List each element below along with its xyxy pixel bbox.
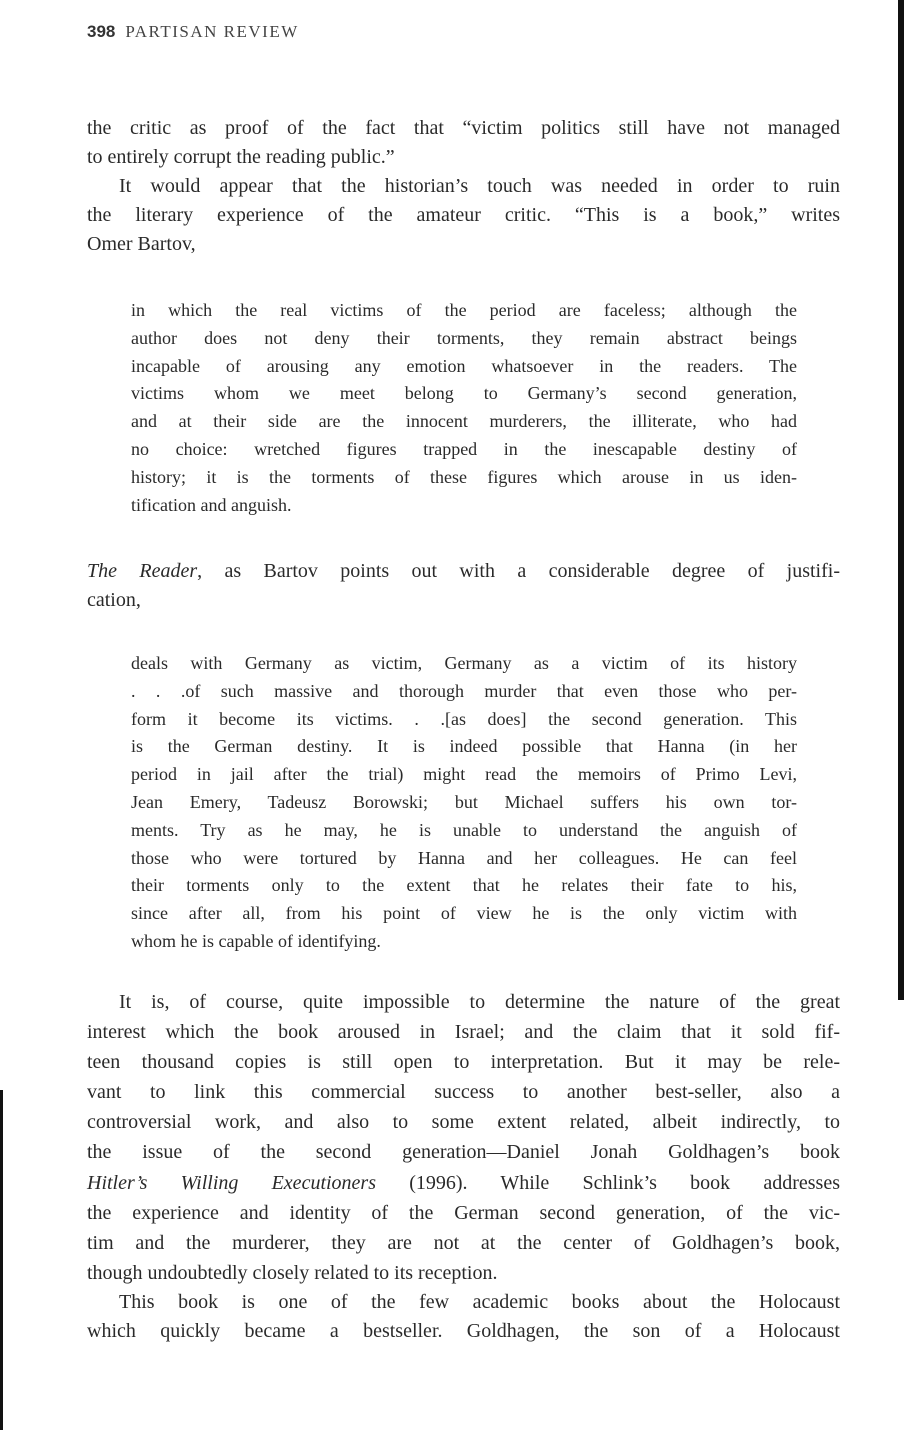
italic-title: The Reader bbox=[87, 560, 198, 582]
text-line: is the German destiny. It is indeed possible that Hanna (in her bbox=[131, 736, 797, 757]
text-line bbox=[87, 1168, 840, 1198]
text-line: period in jail after the trial) might read the memoirs of Primo Levi, bbox=[131, 764, 797, 785]
text-line: deals with Germany as victim, Germany as a victim of its history bbox=[131, 653, 797, 673]
text-line: the literary experience of the amateur critic. “This is a book,” writes bbox=[87, 204, 840, 226]
scan-edge-right bbox=[898, 0, 904, 1000]
text-line: which quickly became a bestseller. Goldhagen, the son of a Holocaust bbox=[87, 1320, 840, 1342]
text-line: This book is one of the few academic books about the Holocaust bbox=[119, 1291, 840, 1313]
text-line: teen thousand copies is still open to interpretation. But it may be rele- bbox=[87, 1051, 840, 1074]
block-quote bbox=[131, 650, 797, 956]
paragraph bbox=[87, 557, 840, 615]
text-line: the issue of the second generation—Daniel Jonah Goldhagen’s book bbox=[87, 1141, 840, 1164]
text-line: author does not deny their torments, they remain abstract beings bbox=[131, 327, 797, 348]
text-line: to entirely corrupt the reading public.” bbox=[87, 146, 395, 168]
text-line: cation, bbox=[87, 589, 141, 611]
text-line: tification and anguish. bbox=[131, 494, 292, 515]
text-line: and at their side are the innocent murderers, the illiterate, who had bbox=[131, 411, 797, 432]
paragraph bbox=[87, 114, 840, 172]
text-segment: , as Bartov points out with a considerable degree of justifi- bbox=[197, 560, 840, 582]
text-line: those who were tortured by Hanna and her colleagues. He can feel bbox=[131, 847, 797, 868]
text-line: form it become its victims. . .[as does] the second generation. This bbox=[131, 708, 797, 729]
text-segment: (1996). While Schlink’s book addresses bbox=[376, 1171, 840, 1194]
italic-title: Hitler’s Willing Executioners bbox=[87, 1171, 376, 1194]
text-line bbox=[87, 557, 840, 586]
text-line: controversial work, and also to some extent related, albeit indirectly, to bbox=[87, 1111, 840, 1134]
text-line: Omer Bartov, bbox=[87, 233, 196, 255]
text-line: the critic as proof of the fact that “victim politics still have not managed bbox=[87, 117, 840, 139]
text-line: . . .of such massive and thorough murder that even those who per- bbox=[131, 680, 797, 701]
journal-title: PARTISAN REVIEW bbox=[125, 22, 299, 41]
text-line: since after all, from his point of view he is the only victim with bbox=[131, 903, 797, 924]
text-line: in which the real victims of the period are faceless; although the bbox=[131, 300, 797, 320]
text-line: It would appear that the historian’s touch was needed in order to ruin bbox=[119, 175, 840, 197]
text-line: ments. Try as he may, he is unable to understand the anguish of bbox=[131, 819, 797, 840]
text-line: incapable of arousing any emotion whatsoever in the readers. The bbox=[131, 355, 797, 376]
text-line: though undoubtedly closely related to its reception. bbox=[87, 1261, 498, 1284]
paragraph bbox=[87, 172, 840, 259]
text-line: the experience and identity of the German second generation, of the vic- bbox=[87, 1201, 840, 1224]
scan-edge-left bbox=[0, 1090, 3, 1430]
text-line: vant to link this commercial success to another best-seller, also a bbox=[87, 1081, 840, 1104]
text-line: tim and the murderer, they are not at the center of Goldhagen’s book, bbox=[87, 1231, 840, 1254]
paragraph bbox=[87, 987, 840, 1288]
block-quote bbox=[131, 297, 797, 519]
text-line: Jean Emery, Tadeusz Borowski; but Michael suffers his own tor- bbox=[131, 791, 797, 812]
text-line: interest which the book aroused in Israel; and the claim that it sold fif- bbox=[87, 1021, 840, 1044]
running-header bbox=[87, 22, 299, 48]
paragraph bbox=[87, 1288, 840, 1346]
page-number: 398 bbox=[87, 22, 116, 41]
text-line: their torments only to the extent that he relates their fate to his, bbox=[131, 875, 797, 896]
text-line: It is, of course, quite impossible to determine the nature of the great bbox=[119, 991, 840, 1013]
text-line: whom he is capable of identifying. bbox=[131, 930, 381, 951]
text-line: no choice: wretched figures trapped in the inescapable destiny of bbox=[131, 438, 797, 459]
text-line: history; it is the torments of these figures which arouse in us iden- bbox=[131, 466, 797, 487]
text-line: victims whom we meet belong to Germany’s second generation, bbox=[131, 383, 797, 404]
